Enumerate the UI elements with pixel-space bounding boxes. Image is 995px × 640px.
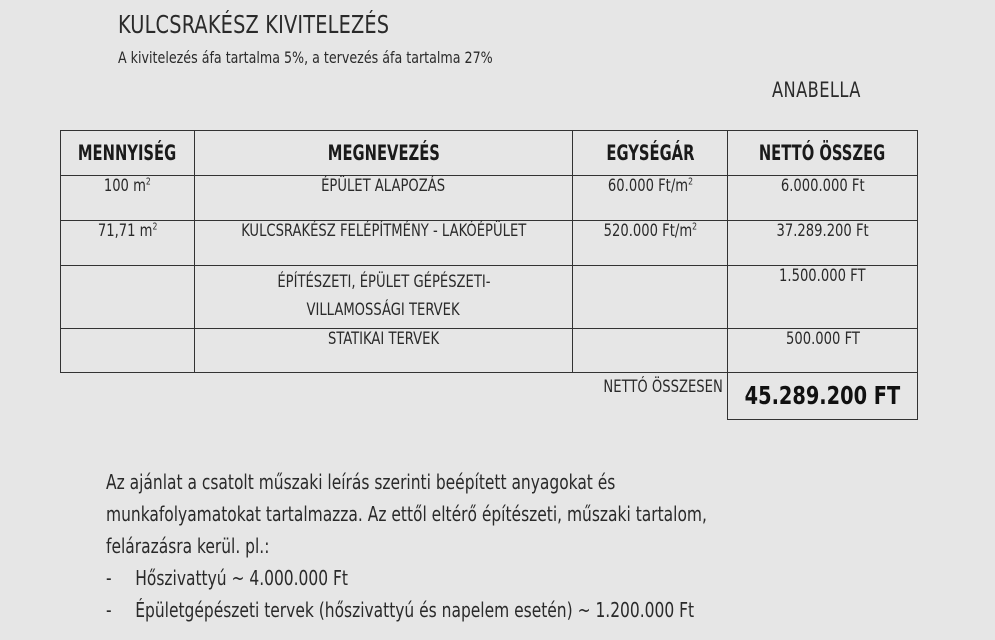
quantity-cell — [61, 266, 195, 329]
net-amount-cell: 6.000.000 Ft — [728, 176, 918, 221]
total-value: 45.289.200 FT — [728, 373, 918, 420]
net-amount-cell: 1.500.000 FT — [728, 266, 918, 329]
col-header-unit-price: EGYSÉGÁR — [573, 131, 728, 176]
quantity-cell: 71,71 $m^2$ — [61, 221, 195, 266]
description-line: Az ajánlat a csatolt műszaki leírás szerinti beépített anyagokat és — [106, 470, 616, 494]
total-row — [61, 373, 918, 420]
unit-price-cell: 60.000 $Ft/m^2$ — [573, 176, 728, 221]
client-name: ANABELLA — [772, 78, 861, 102]
col-header-net-amount: NETTÓ ÖSSZEG — [728, 131, 918, 176]
col-header-name: MEGNEVEZÉS — [195, 131, 573, 176]
table-row — [61, 329, 918, 373]
net-amount-cell: 37.289.200 Ft — [728, 221, 918, 266]
description-line: munkafolyamatokat tartalmazza. Az ettől eltérő építészeti, műszaki tartalom, — [106, 502, 707, 526]
item-name-cell: STATIKAI TERVEK — [195, 329, 573, 373]
unit-price-cell: 520.000 $Ft/m^2$ — [573, 221, 728, 266]
col-header-quantity: MENNYISÉG — [61, 131, 195, 176]
table-row — [61, 266, 918, 329]
quantity-cell — [61, 329, 195, 373]
document-title: KULCSRAKÉSZ KIVITELEZÉS — [118, 10, 390, 39]
list-item: - Épületgépészeti tervek (hőszivattyú és napelem esetén) ~ 1.200.000 Ft — [106, 598, 695, 622]
offer-description — [106, 466, 966, 626]
offer-table — [60, 130, 918, 420]
total-label: NETTÓ ÖSSZESEN — [603, 377, 723, 397]
table-row — [61, 176, 918, 221]
table-row — [61, 221, 918, 266]
description-line: felárazásra kerül. pl.: — [106, 534, 270, 558]
net-amount-cell: 500.000 FT — [728, 329, 918, 373]
unit-price-cell — [573, 329, 728, 373]
quantity-cell: 100 $m^2$ — [61, 176, 195, 221]
item-name-cell: ÉPÍTÉSZETI, ÉPÜLET GÉPÉSZETI- VILLAMOSSÁGI TERVEK — [195, 266, 573, 329]
item-name-cell: KULCSRAKÉSZ FELÉPÍTMÉNY - LAKÓÉPÜLET — [195, 221, 573, 266]
list-item: - Hőszivattyú ~ 4.000.000 Ft — [106, 566, 348, 590]
vat-note: A kivitelezés áfa tartalma 5%, a tervezés áfa tartalma 27% — [118, 48, 493, 67]
unit-price-cell — [573, 266, 728, 329]
table-header-row — [61, 131, 918, 176]
item-name-cell: ÉPÜLET ALAPOZÁS — [195, 176, 573, 221]
